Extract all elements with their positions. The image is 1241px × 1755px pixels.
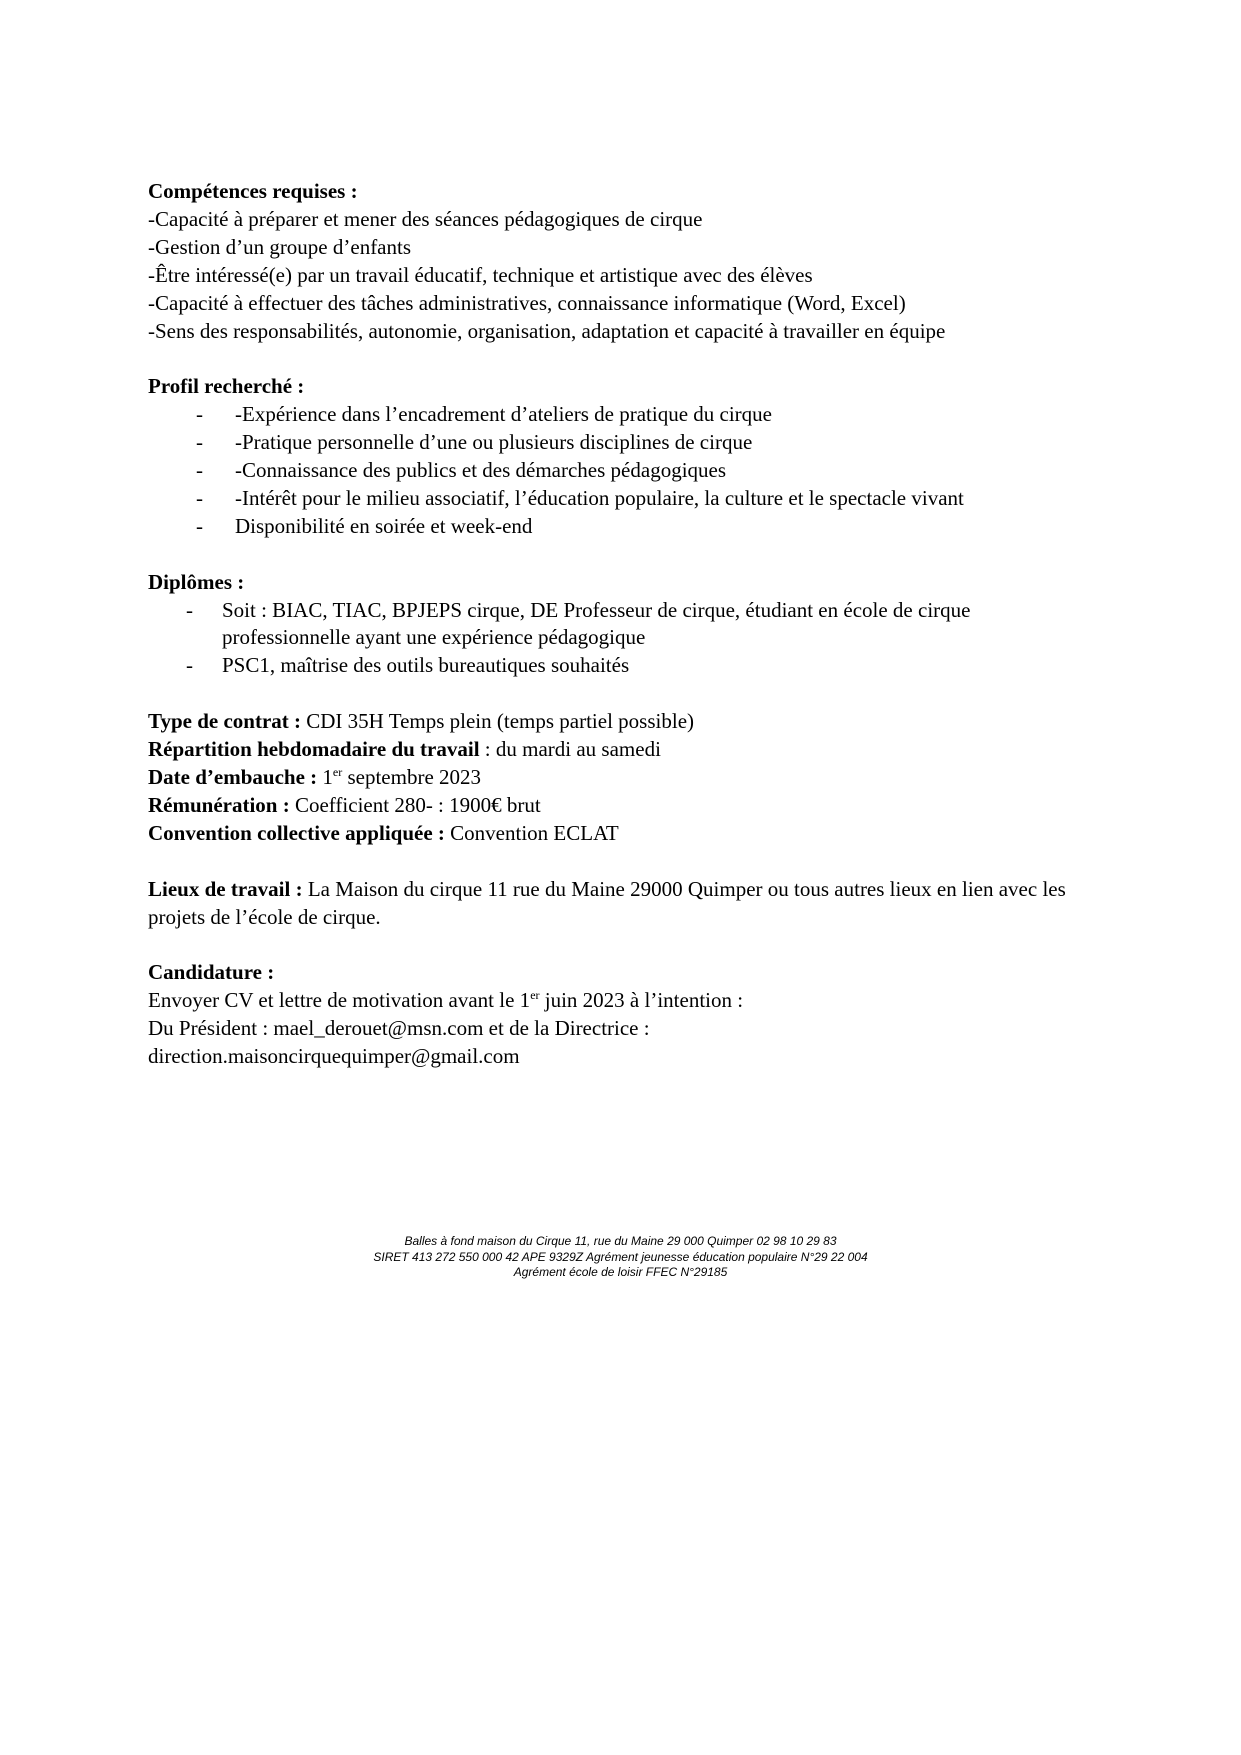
date-label: Date d’embauche : xyxy=(148,764,318,789)
candidature-section xyxy=(148,959,1108,1071)
date-day: 1 xyxy=(317,764,333,789)
bullet-dash-icon: - xyxy=(196,485,203,510)
bullet-dash-icon: - xyxy=(196,513,203,538)
diplome-item-text: PSC1, maîtrise des outils bureautiques souhaités xyxy=(222,653,630,678)
date-ordinal: er xyxy=(332,764,343,779)
competences-heading: Compétences requises : xyxy=(148,179,358,203)
profil-heading: Profil recherché : xyxy=(148,374,305,399)
job-offer-body xyxy=(148,178,1108,1071)
profil-item xyxy=(148,401,1108,429)
diplome-item-text: Soit : BIAC, TIAC, BPJEPS cirque, DE Professeur de cirque, étudiant en école de cirque professionnelle ayant une expérience pédagogique xyxy=(222,597,971,650)
candidature-line1-a: Envoyer CV et lettre de motivation avant le 1 xyxy=(148,988,531,1013)
convention-label: Convention collective appliquée : xyxy=(148,820,445,845)
remuneration-value: Coefficient 280- : 1900€ brut xyxy=(289,792,541,817)
candidature-deadline xyxy=(148,987,1108,1015)
profil-item xyxy=(148,513,1108,541)
convention-value: Convention ECLAT xyxy=(444,820,619,845)
diplomes-heading: Diplômes : xyxy=(148,569,245,594)
profil-item xyxy=(148,457,1108,485)
profil-item-text: -Expérience dans l’encadrement d’ateliers de pratique du cirque xyxy=(235,402,772,427)
contrat-line xyxy=(148,708,1108,736)
profil-item-text: -Connaissance des publics et des démarches pédagogiques xyxy=(235,458,727,483)
convention-line xyxy=(148,820,1108,848)
profil-item-text: Disponibilité en soirée et week-end xyxy=(235,513,533,538)
spacer xyxy=(148,680,1108,708)
spacer xyxy=(148,345,1108,373)
lieux-label: Lieux de travail : xyxy=(148,876,303,901)
repartition-value: : du mardi au samedi xyxy=(479,737,661,762)
contrat-label: Type de contrat : xyxy=(148,709,301,734)
bullet-dash-icon: - xyxy=(186,597,193,622)
candidature-president-contact: Du Président : mael_derouet@msn.com et de la Directrice : xyxy=(148,1016,650,1041)
page-footer xyxy=(0,1234,1241,1281)
diplomes-section xyxy=(148,569,1108,681)
spacer xyxy=(148,931,1108,959)
profil-item-text: -Pratique personnelle d’une ou plusieurs disciplines de cirque xyxy=(235,430,753,455)
lieux-paragraph xyxy=(148,876,1108,932)
candidature-directrice-email: direction.maisoncirquequimper@gmail.com xyxy=(148,1044,520,1069)
conditions-section xyxy=(148,708,1108,848)
repartition-line xyxy=(148,736,1108,764)
footer-siret: SIRET 413 272 550 000 42 APE 9329Z Agrément jeunesse éducation populaire N°29 22 004 xyxy=(373,1249,868,1264)
lieux-section xyxy=(148,876,1108,932)
profil-item xyxy=(148,429,1108,457)
bullet-dash-icon: - xyxy=(186,653,193,678)
candidature-ordinal: er xyxy=(530,988,540,1003)
contrat-value: CDI 35H Temps plein (temps partiel possible) xyxy=(301,709,695,734)
bullet-dash-icon: - xyxy=(196,402,203,427)
spacer xyxy=(148,848,1108,876)
lieux-value: La Maison du cirque 11 rue du Maine 29000 Quimper ou tous autres lieux en lien avec les projets de l’école de cirque. xyxy=(148,876,1066,929)
date-rest: septembre 2023 xyxy=(342,764,482,789)
competences-section xyxy=(148,178,1108,345)
profil-section xyxy=(148,373,1108,540)
date-embauche-line xyxy=(148,764,1108,792)
competence-item: -Être intéressé(e) par un travail éducatif, technique et artistique avec des élèves xyxy=(148,262,813,287)
diplome-item xyxy=(148,597,1108,653)
candidature-heading: Candidature : xyxy=(148,960,275,985)
bullet-dash-icon: - xyxy=(196,430,203,455)
repartition-label: Répartition hebdomadaire du travail xyxy=(148,737,480,762)
remuneration-label: Rémunération : xyxy=(148,792,290,817)
bullet-dash-icon: - xyxy=(196,458,203,483)
competence-item: -Sens des responsabilités, autonomie, organisation, adaptation et capacité à travailler en équipe xyxy=(148,318,946,343)
competence-item: -Capacité à préparer et mener des séances pédagogiques de cirque xyxy=(148,206,703,231)
spacer xyxy=(148,541,1108,569)
competence-item: -Gestion d’un groupe d’enfants xyxy=(148,234,412,259)
competence-item: -Capacité à effectuer des tâches administratives, connaissance informatique (Word, Excel) xyxy=(148,290,906,315)
profil-item-text: -Intérêt pour le milieu associatif, l’éducation populaire, la culture et le spectacle vivant xyxy=(235,485,964,510)
profil-item xyxy=(148,485,1108,513)
footer-address: Balles à fond maison du Cirque 11, rue du Maine 29 000 Quimper 02 98 10 29 83 xyxy=(404,1234,837,1248)
remuneration-line xyxy=(148,792,1108,820)
diplome-item xyxy=(148,652,1108,680)
footer-agrement: Agrément école de loisir FFEC N°29185 xyxy=(513,1265,728,1279)
candidature-line1-b: juin 2023 à l’intention : xyxy=(539,988,744,1013)
